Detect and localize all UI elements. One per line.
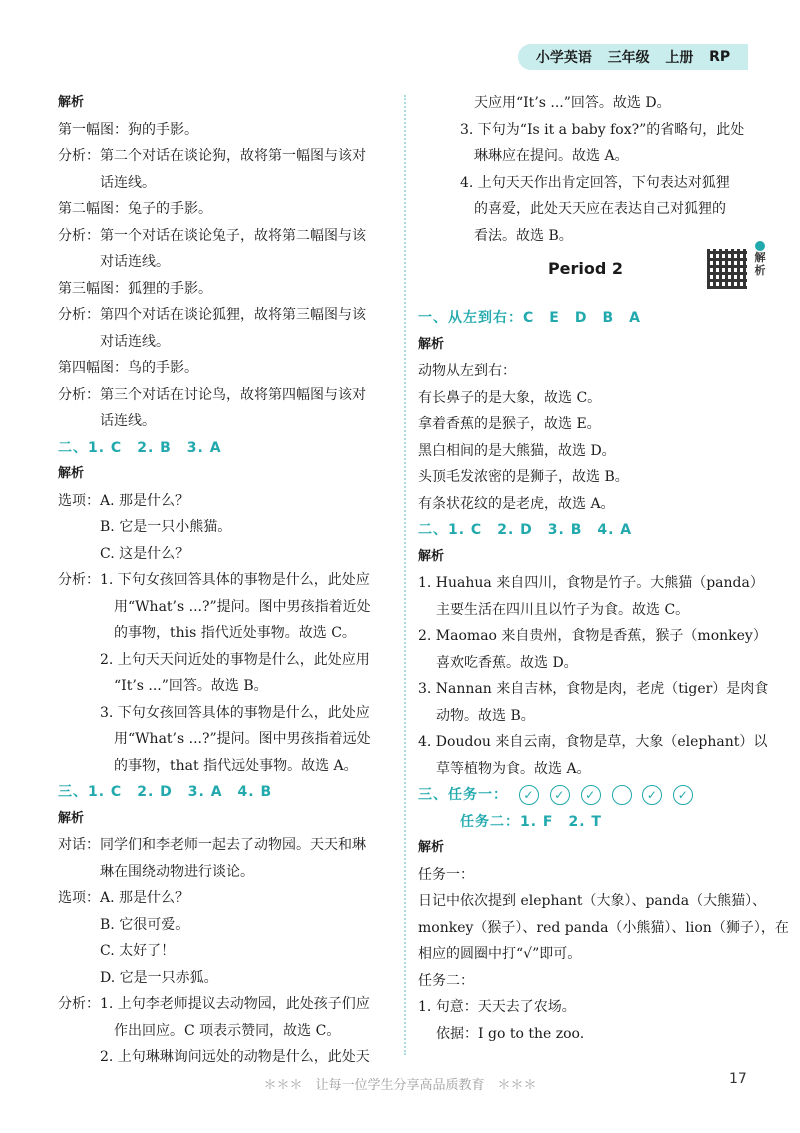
- text-line: 拿着香蕉的是猴子，故选 E。: [418, 416, 601, 432]
- text-line: 3. 下句女孩回答具体的事物是什么，此处应: [100, 704, 370, 721]
- analysis-heading: 解析: [58, 95, 85, 110]
- text-line: C. 太好了！: [100, 943, 176, 959]
- check-circle-icon: ✓: [519, 785, 539, 805]
- text-line: 3. Nannan 来自吉林，食物是肉，老虎（tiger）是肉食: [418, 681, 769, 697]
- analysis-heading: 解析: [418, 840, 445, 855]
- text-line: 第四幅图：鸟的手影。: [58, 360, 198, 376]
- text-line: 话连线。: [100, 174, 156, 191]
- text-line: 的事物，that 指代远处事物。故选 A。: [114, 757, 358, 774]
- text-line: 第二幅图：兔子的手影。: [58, 201, 212, 217]
- text-line: 的喜爱，此处天天应在表达自己对狐狸的: [474, 201, 726, 217]
- text-line: monkey（猴子）、red panda（小熊猫）、lion（狮子），在: [418, 919, 789, 936]
- answer-line: 二、1. C 2. D 3. B 4. A: [418, 522, 633, 538]
- text-line: 任务二：: [418, 972, 474, 989]
- text-line: 任务一：: [418, 866, 474, 883]
- text-line: 相应的圆圈中打“√”即可。: [418, 946, 582, 962]
- text-line: B. 它是一只小熊猫。: [100, 519, 232, 535]
- text-line: 用“What’s ...?”提问。图中男孩指着远处: [114, 731, 371, 747]
- check-circle-icon: ✓: [642, 785, 662, 805]
- right-column: [418, 90, 789, 1047]
- text-line: 2. 上句天天问近处的事物是什么，此处应用: [100, 651, 370, 668]
- analysis-heading: 解析: [58, 466, 85, 481]
- text-line: 对话连线。: [100, 333, 170, 350]
- answer-line: 一、从左到右：C E D B A: [418, 310, 641, 326]
- header-grade: 三年级: [607, 50, 650, 66]
- text-line: 黑白相间的是大熊猫，故选 D。: [418, 442, 616, 459]
- header-volume: 上册: [665, 50, 694, 66]
- text-line: 有条状花纹的是老虎，故选 A。: [418, 495, 615, 512]
- text-line: 选项：A. 那是什么？: [58, 492, 190, 509]
- text-line: 有长鼻子的是大象，故选 C。: [418, 389, 602, 406]
- check-circle-icon: ✓: [550, 785, 570, 805]
- analysis-heading: 解析: [418, 336, 445, 352]
- text-line: 头顶毛发浓密的是狮子，故选 B。: [418, 469, 629, 485]
- left-column: [58, 90, 393, 1071]
- header-edition: RP: [709, 49, 731, 65]
- text-line: 看法。故选 B。: [474, 227, 573, 244]
- footer-slogan: ＊＊＊ 让每一位学生分享高品质教育 ＊＊＊: [263, 1078, 537, 1093]
- play-icon: [755, 241, 765, 251]
- text-line: 主要生活在四川且以竹子为食。故选 C。: [436, 601, 690, 618]
- text-line: “It’s ...”回答。故选 B。: [114, 678, 268, 694]
- empty-circle-icon: [612, 785, 632, 805]
- text-line: 选项：A. 那是什么？: [58, 890, 190, 906]
- header-badge: [518, 44, 748, 70]
- text-line: 分析：第三个对话在讨论鸟，故将第四幅图与该对: [58, 386, 366, 403]
- text-line: 1. 句意：天天去了农场。: [418, 999, 576, 1015]
- analysis-heading: 解析: [418, 548, 445, 564]
- text-line: 分析：1. 上句李老师提议去动物园，此处孩子们应: [58, 996, 370, 1012]
- text-line: 分析：第一个对话在谈论兔子，故将第二幅图与该: [58, 227, 366, 244]
- period-title: Period 2: [547, 259, 624, 278]
- analysis-heading: 解析: [58, 810, 85, 826]
- text-line: 喜欢吃香蕉。故选 D。: [436, 654, 578, 671]
- text-line: B. 它很可爱。: [100, 916, 190, 933]
- text-line: 依据：I go to the zoo.: [436, 1025, 585, 1042]
- answer-line: 二、1. C 2. B 3. A: [58, 439, 222, 456]
- text-line: 用“What’s ...?”提问。图中男孩指着近处: [114, 598, 371, 615]
- text-line: 分析：1. 下句女孩回答具体的事物是什么，此处应: [58, 572, 370, 588]
- column-divider: [404, 95, 406, 1055]
- text-line: 1. Huahua 来自四川，食物是竹子。大熊猫（panda）: [418, 575, 764, 591]
- text-line: 对话连线。: [100, 254, 170, 270]
- header-subject: 小学英语: [535, 50, 592, 66]
- answer-line: 三、1. C 2. D 3. A 4. B: [58, 784, 273, 800]
- text-line: 第三幅图：狐狸的手影。: [58, 280, 212, 297]
- answer-line: 任务二：1. F 2. T: [460, 813, 602, 830]
- text-line: 2. Maomao 来自贵州，食物是香蕉，猴子（monkey）: [418, 628, 767, 644]
- text-line: 对话：同学们和李老师一起去了动物园。天天和琳: [58, 837, 366, 853]
- task-one-label: 三、任务一：: [418, 787, 508, 803]
- text-line: 分析：第四个对话在谈论狐狸，故将第三幅图与该: [58, 307, 366, 323]
- qr-code-icon[interactable]: [707, 249, 747, 289]
- text-line: 第一幅图：狗的手影。: [58, 121, 198, 138]
- text-line: 天应用“It’s ...”回答。故选 D。: [474, 95, 671, 111]
- text-line: 琳琳应在提问。故选 A。: [474, 148, 629, 164]
- text-line: D. 它是一只赤狐。: [100, 969, 218, 986]
- text-line: 3. 下句为“Is it a baby fox?”的省略句，此处: [460, 121, 745, 138]
- text-line: 话连线。: [100, 413, 156, 429]
- period-heading: [418, 249, 766, 305]
- qr-label: 解析: [754, 251, 766, 277]
- text-line: 日记中依次提到 elephant（大象）、panda（大熊猫）、: [418, 893, 767, 909]
- text-line: 草等植物为食。故选 A。: [436, 760, 591, 777]
- text-line: 2. 上句琳琳询问远处的动物是什么，此处天: [100, 1049, 370, 1065]
- text-line: 作出回应。C 项表示赞同，故选 C。: [114, 1022, 341, 1039]
- text-line: 4. Doudou 来自云南，食物是草，大象（elephant）以: [418, 734, 768, 750]
- text-line: 琳在围绕动物进行谈论。: [100, 863, 254, 880]
- text-line: 动物从左到右：: [418, 363, 516, 379]
- check-circle-icon: ✓: [581, 785, 601, 805]
- page-number: 17: [729, 1071, 747, 1087]
- check-circle-icon: ✓: [673, 785, 693, 805]
- text-line: 分析：第二个对话在谈论狗，故将第一幅图与该对: [58, 148, 366, 164]
- text-line: 的事物，this 指代近处事物。故选 C。: [114, 625, 356, 641]
- answer-line: [418, 782, 753, 809]
- text-line: 4. 上句天天作出肯定回答，下句表达对狐狸: [460, 174, 730, 191]
- text-line: C. 这是什么？: [100, 545, 190, 562]
- text-line: 动物。故选 B。: [436, 707, 535, 724]
